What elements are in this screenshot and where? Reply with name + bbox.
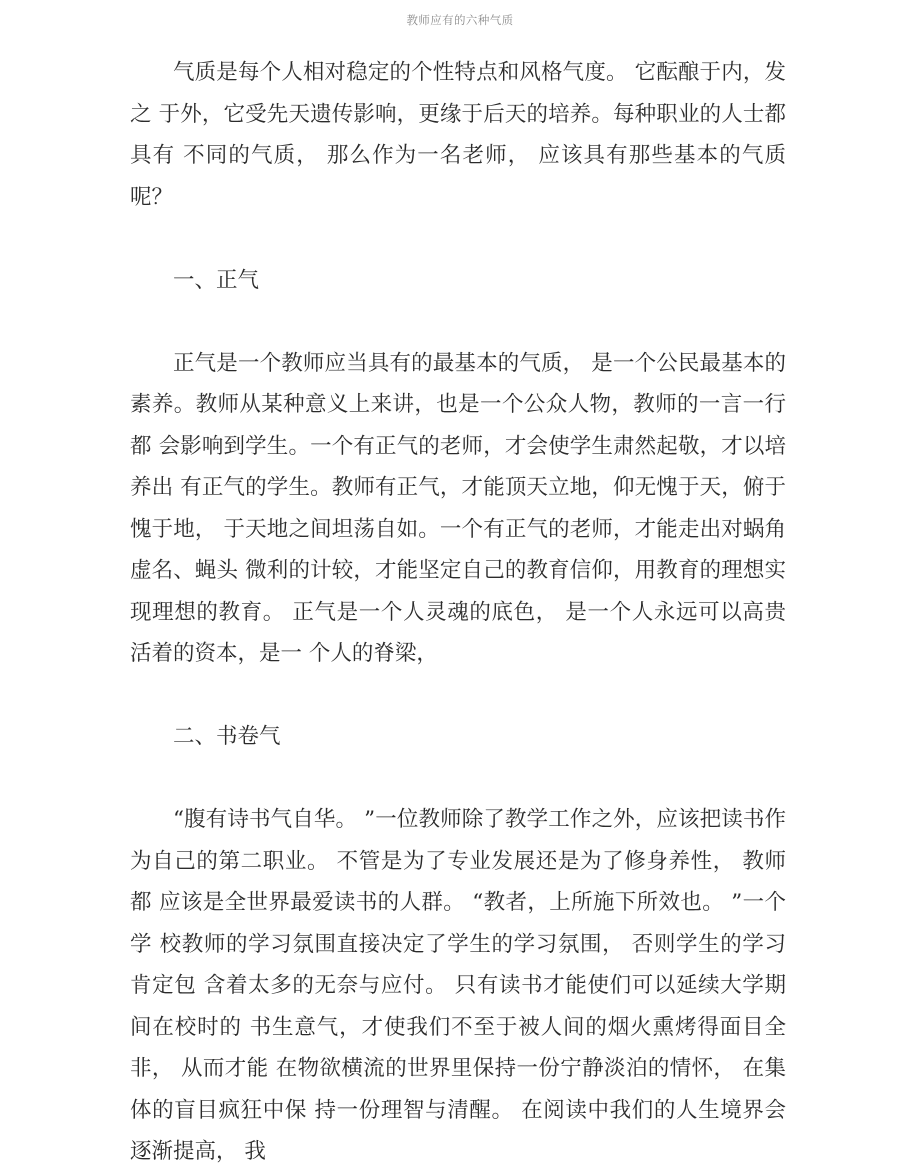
- section-two-body: “腹有诗书气自华。 ”一位教师除了教学工作之外，应该把读书作 为自己的第二职业。 不管是为了专业发展还是为了修身养性， 教师都 应该是全世界最爱读书的人群。 “教者，上所施下所效也。 ”一个学 校教师的学习氛围直接决定了学生的学习氛围， 否则学生的学习肯定包 含着太多的无奈与应付。 只有读书才能使们可以延续大学期间在校时的 书生意气，才使我们不至于被人间的烟火熏烤得面目全非， 从而才能 在物欲横流的世界里保持一份宁静淡泊的情怀， 在集体的盲目疯狂中保 持一份理智与清醒。 在阅读中我们的人生境界会逐渐提高， 我: [130, 807, 793, 1164]
- document-text-column: [130, 52, 793, 1173]
- paragraph-spacer: [130, 758, 786, 800]
- page-running-header: 教师应有的六种气质: [406, 13, 514, 27]
- section-heading-two: 二、书卷气: [173, 724, 281, 749]
- paragraph-spacer: [130, 675, 786, 717]
- paragraph-spacer: [130, 301, 786, 343]
- intro-paragraph: 气质是每个人相对稳定的个性特点和风格气度。 它酝酿于内，发之 于外，它受先天遗传影响，更缘于后天的培养。每种职业的人士都具有 不同的气质， 那么作为一名老师， 应该具有那些基本的气质呢？: [130, 60, 786, 210]
- section-one-body: 正气是一个教师应当具有的最基本的气质， 是一个公民最基本的 素养。教师从某种意义上来讲，也是一个公众人物，教师的一言一行都 会影响到学生。一个有正气的老师，才会使学生肃然起敬，才以培养出 有正气的学生。教师有正气，才能顶天立地，仰无愧于天，俯于愧于地， 于天地之间坦荡自如。一个有正气的老师，才能走出对蜗角虚名、蝇头 微利的计较，才能坚定自己的教育信仰，用教育的理想实现理想的教育。 正气是一个人灵魂的底色， 是一个人永远可以高贵活着的资本，是一 个人的脊梁，: [130, 350, 793, 666]
- section-heading-one: 一、正气: [173, 267, 260, 293]
- paragraph-spacer: [130, 218, 786, 260]
